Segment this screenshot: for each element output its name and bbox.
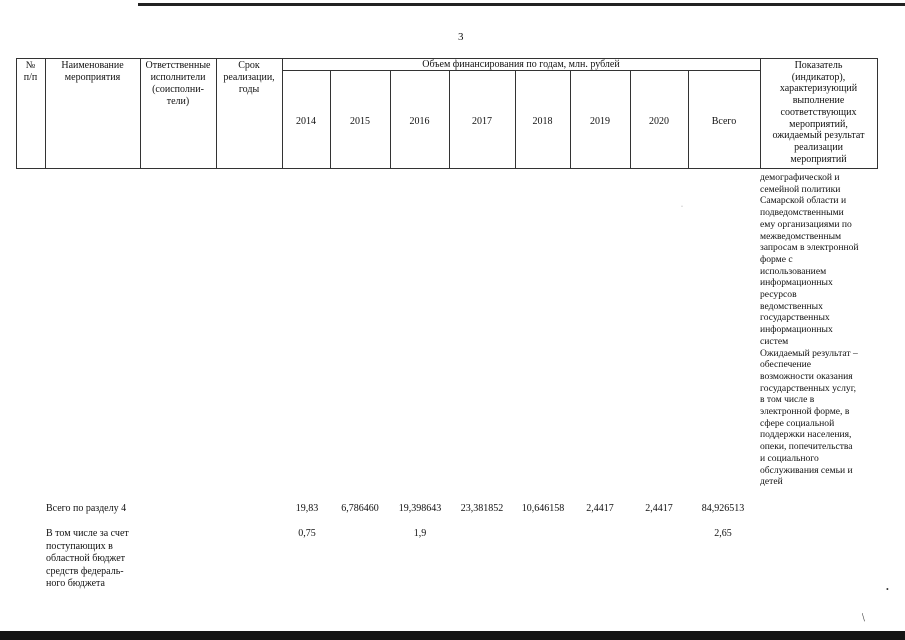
header-responsible: Ответственные исполнители (соисполни- тели) (145, 60, 211, 107)
header-year: 2015 (350, 116, 370, 127)
header-year: 2018 (532, 116, 553, 127)
value-cell: 10,646158 (521, 503, 565, 514)
header-term: Срок реализации, годы (223, 60, 275, 95)
scan-speck: • (886, 585, 889, 594)
value-cell: 19,398643 (398, 503, 442, 514)
indicator-continuation-text: демографической и семейной политики Самарской области и подведомственными ему организациями по межведомственным запросам в электронной форме с использованием информационных ресурсов ведомственных государственных информационных систем Ожидаемый результат – обеспечение возможности оказания государственных услуг, в том числе в электронной форме, в сфере социальной поддержки населения, опеки, попечительства и социального обслуживания семьи и детей (760, 172, 859, 488)
col-divider (282, 58, 283, 168)
header-event-name: Наименование мероприятия (61, 60, 124, 83)
header-year: 2017 (472, 116, 492, 127)
value-cell-total: 2,65 (714, 528, 732, 539)
table-right-border (877, 58, 878, 168)
header-year: 2016 (409, 116, 430, 127)
value-cell: 19,83 (295, 503, 319, 514)
value-cell: 6,786460 (341, 503, 379, 514)
header-funding: Объем финансирования по годам, млн. рублей (422, 59, 620, 70)
page-number: 3 (458, 31, 464, 43)
value-cell: 2,4417 (645, 503, 673, 514)
header-total: Всего (711, 116, 737, 127)
value-cell: 1,9 (413, 528, 427, 539)
value-cell: 0,75 (298, 528, 316, 539)
scan-mark: / (858, 610, 869, 624)
top-border-line (138, 3, 905, 6)
value-cell: 23,381852 (460, 503, 504, 514)
header-year: 2019 (590, 116, 610, 127)
row-label-federal-funds: В том числе за счет поступающих в областной бюджет средств федераль- ного бюджета (46, 528, 129, 589)
header-year: 2020 (649, 116, 669, 127)
bottom-border-line (0, 631, 905, 640)
header-year: 2014 (296, 116, 316, 127)
scan-speck: · (681, 204, 683, 210)
header-number: № п/п (23, 60, 38, 83)
table-header-bottom-border (16, 168, 878, 169)
value-cell: 2,4417 (586, 503, 614, 514)
row-label-section-total: Всего по разделу 4 (46, 503, 127, 514)
header-indicator: Показатель (индикатор), характеризующий выполнение соответствующих мероприятий, ожидаемый результат реализации мероприятий (772, 60, 865, 165)
value-cell-total: 84,926513 (701, 503, 745, 514)
